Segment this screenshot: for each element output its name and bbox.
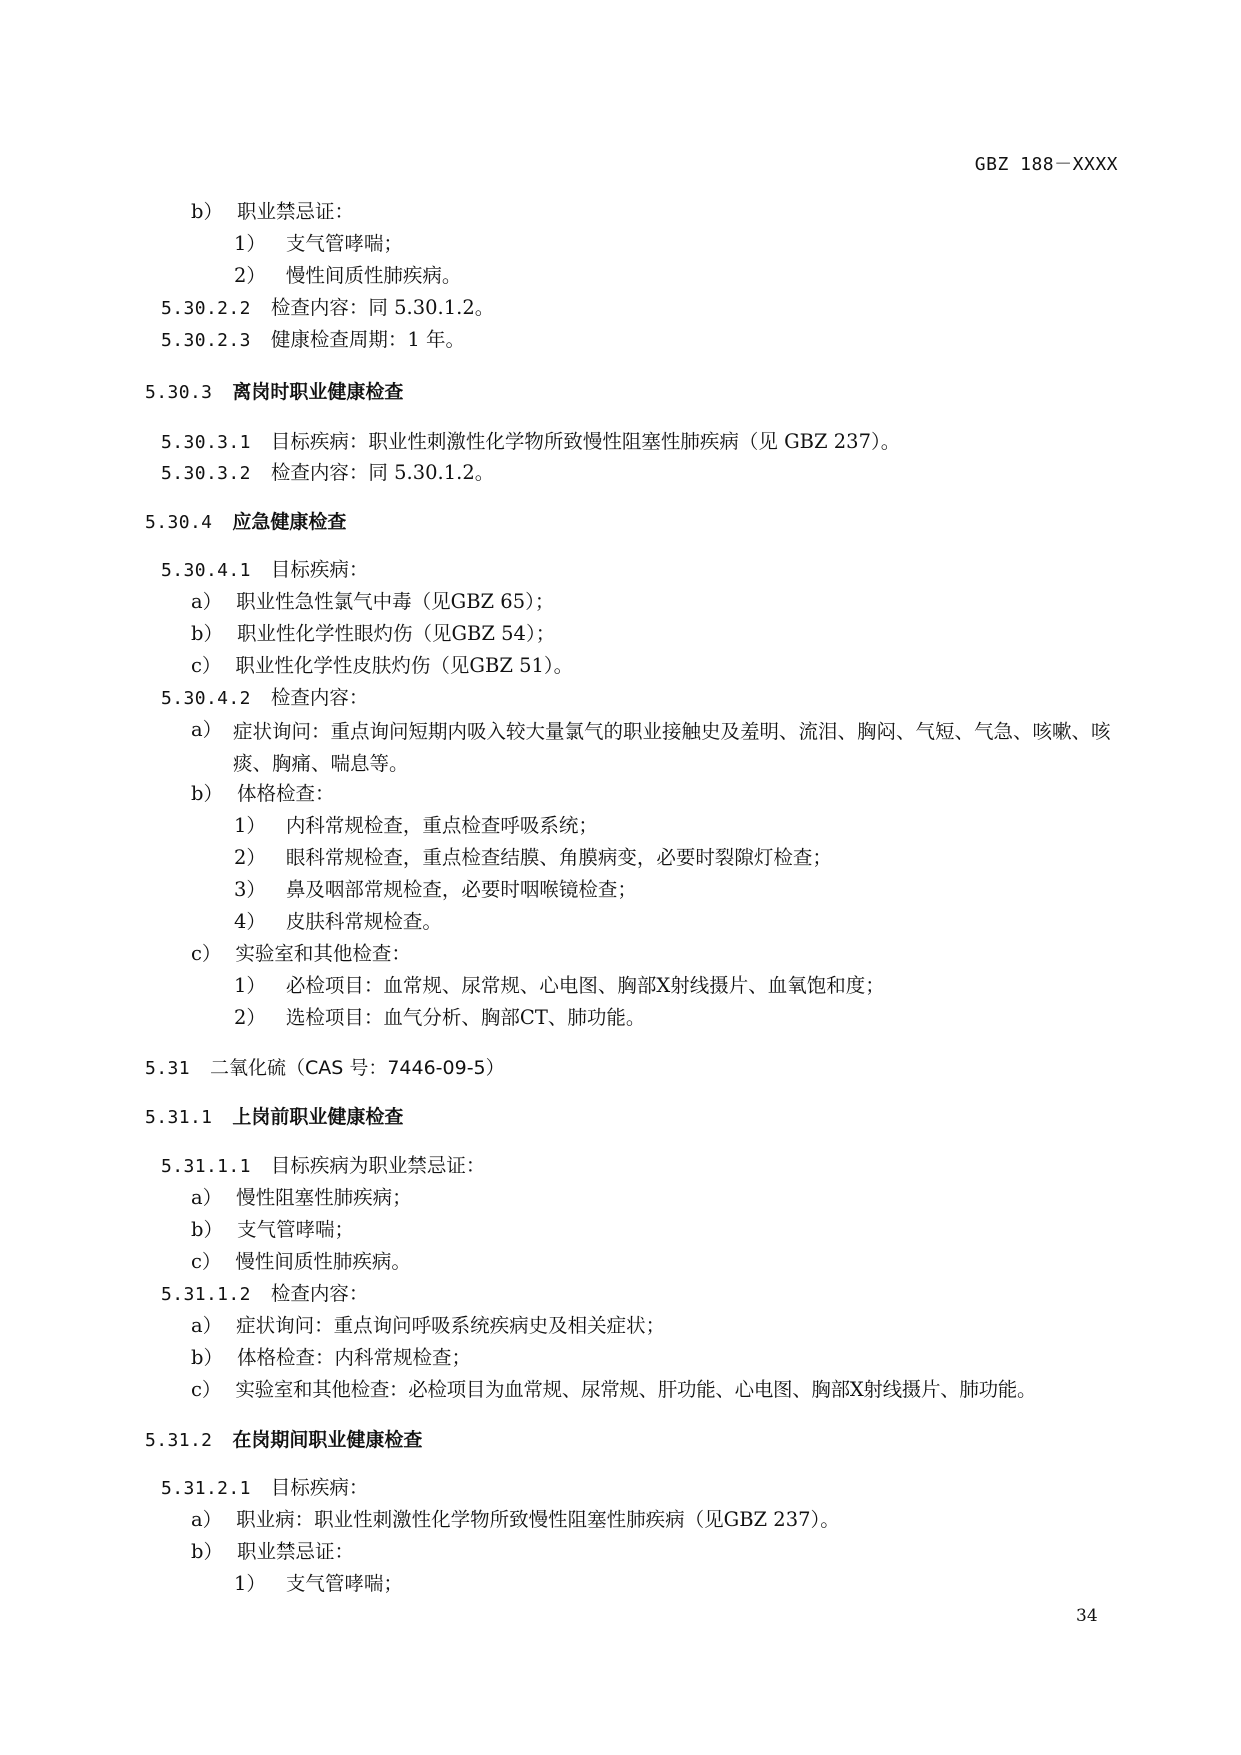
section-heading [145,1426,422,1455]
clause-text: 健康检查周期：1 年。 [270,328,466,351]
clause-number: 5.30.3.2 [161,463,251,484]
list-item [234,1570,403,1598]
item-text: 支气管哮喘； [285,232,403,255]
list-item [234,876,637,904]
item-text: 职业性化学性皮肤灼伤（见GBZ 51）。 [235,654,574,677]
list-item [234,908,442,936]
item-marker: b） [191,622,223,645]
page-number: 34 [1076,1606,1098,1626]
item-text: 内科常规检查，重点检查呼吸系统； [285,814,598,837]
clause [161,428,900,457]
item-text: 皮肤科常规检查。 [285,910,442,933]
doc-code-header: GBZ 188－XXXX [974,154,1118,175]
list-item [191,1248,411,1276]
item-text: 职业性急性氯气中毒（见GBZ 65）； [236,590,555,613]
clause-text: 检查内容： [270,1282,369,1305]
list-item [191,716,222,744]
item-text: 实验室和其他检查： [235,942,411,965]
item-marker: a） [191,718,223,741]
clause-text: 检查内容： [270,686,369,709]
item-marker: 2） [234,264,266,287]
item-marker: a） [191,1508,223,1531]
item-text: 职业病：职业性刺激性化学物所致慢性阻塞性肺疾病（见GBZ 237）。 [236,1508,840,1531]
item-text: 职业性化学性眼灼伤（见GBZ 54）； [236,622,556,645]
item-marker: b） [191,782,223,805]
heading-text: 离岗时职业健康检查 [232,381,404,403]
heading-text: 在岗期间职业健康检查 [232,1429,423,1451]
clause-number: 5.31.1.2 [161,1284,251,1305]
item-text: 慢性阻塞性肺疾病； [236,1186,412,1209]
item-text: 必检项目：血常规、尿常规、心电图、胸部X射线摄片、血氧饱和度； [285,974,885,997]
section-heading [145,508,346,537]
heading-number: 5.30.4 [145,512,213,533]
clause-number: 5.31.1.1 [161,1156,251,1177]
list-item [234,972,885,1000]
clause [161,459,494,488]
clause [161,684,368,713]
list-item [191,620,555,648]
clause [161,294,494,323]
item-marker: c） [191,1378,222,1401]
item-text: 症状询问：重点询问短期内吸入较大量氯气的职业接触史及羞明、流泪、胸闷、气短、气急、咳嗽、咳痰、胸痛、喘息等。 [233,720,1111,775]
item-marker: a） [191,1314,223,1337]
list-item [191,1216,354,1244]
item-marker: c） [191,1250,222,1273]
list-item [191,588,554,616]
item-text: 鼻及咽部常规检查，必要时咽喉镜检查； [285,878,637,901]
chapter-heading [145,1054,505,1083]
clause [161,1474,368,1503]
list-item [234,262,461,290]
heading-number: 5.31.1 [145,1107,213,1128]
clause-number: 5.30.4.1 [161,560,251,581]
heading-number: 5.31 [145,1058,190,1079]
list-item [191,1184,412,1212]
item-marker: 1） [234,1572,266,1595]
heading-text: 上岗前职业健康检查 [232,1106,404,1128]
item-marker: a） [191,1186,223,1209]
item-marker: 4） [234,910,266,933]
clause [161,1152,485,1181]
item-text: 眼科常规检查，重点检查结膜、角膜病变，必要时裂隙灯检查； [285,846,832,869]
list-item [191,1344,471,1372]
clause-text: 目标疾病： [270,558,369,581]
item-marker: 1） [234,974,266,997]
item-text: 体格检查：内科常规检查； [236,1346,471,1369]
item-text: 慢性间质性肺疾病。 [285,264,462,287]
item-text: 职业禁忌证： [236,200,354,223]
item-marker: a） [191,590,223,613]
item-text: 体格检查： [236,782,335,805]
heading-text: 应急健康检查 [232,511,347,533]
item-text: 实验室和其他检查：必检项目为血常规、尿常规、肝功能、心电图、胸部X射线摄片、肺功能。 [235,1378,1037,1401]
clause-number: 5.30.2.3 [161,330,251,351]
clause-number: 5.30.3.1 [161,432,251,453]
section-heading [145,378,403,407]
item-text: 支气管哮喘； [236,1218,354,1241]
list-item [191,1312,665,1340]
list-item [191,652,573,680]
clause-number: 5.30.2.2 [161,298,251,319]
item-text: 支气管哮喘； [285,1572,403,1595]
item-marker: b） [191,1346,223,1369]
clause-text: 检查内容：同 5.30.1.2。 [270,296,495,319]
list-item [234,844,832,872]
list-item [191,940,411,968]
item-marker: c） [191,942,222,965]
heading-number: 5.30.3 [145,382,213,403]
list-item [191,1506,840,1534]
list-item [191,780,335,808]
item-marker: c） [191,654,222,677]
item-text: 症状询问：重点询问呼吸系统疾病史及相关症状； [236,1314,666,1337]
item-marker: 1） [234,232,266,255]
item-marker: b） [191,200,223,223]
clause-text: 目标疾病：职业性刺激性化学物所致慢性阻塞性肺疾病（见 GBZ 237）。 [270,430,901,453]
clause-number: 5.30.4.2 [161,688,251,709]
list-item [191,198,354,226]
clause [161,326,465,355]
item-marker: 1） [234,814,266,837]
list-item [191,1538,354,1566]
heading-number: 5.31.2 [145,1430,213,1451]
clause [161,556,368,585]
item-text: 职业禁忌证： [236,1540,354,1563]
list-item [234,812,598,840]
list-item [234,230,403,258]
item-marker: 2） [234,846,266,869]
list-item [234,1004,645,1032]
item-text: 选检项目：血气分析、胸部CT、肺功能。 [285,1006,646,1029]
item-text: 慢性间质性肺疾病。 [235,1250,411,1273]
clause [161,1280,368,1309]
clause-number: 5.31.2.1 [161,1478,251,1499]
item-marker: 3） [234,878,266,901]
section-heading [145,1103,403,1132]
item-marker: 2） [234,1006,266,1029]
clause-text: 目标疾病为职业禁忌证： [270,1154,486,1177]
list-item [191,1376,1036,1404]
clause-text: 目标疾病： [270,1476,369,1499]
item-marker: b） [191,1218,223,1241]
item-marker: b） [191,1540,223,1563]
heading-text: 二氧化硫（CAS 号：7446-09-5） [209,1057,505,1079]
clause-text: 检查内容：同 5.30.1.2。 [270,461,495,484]
